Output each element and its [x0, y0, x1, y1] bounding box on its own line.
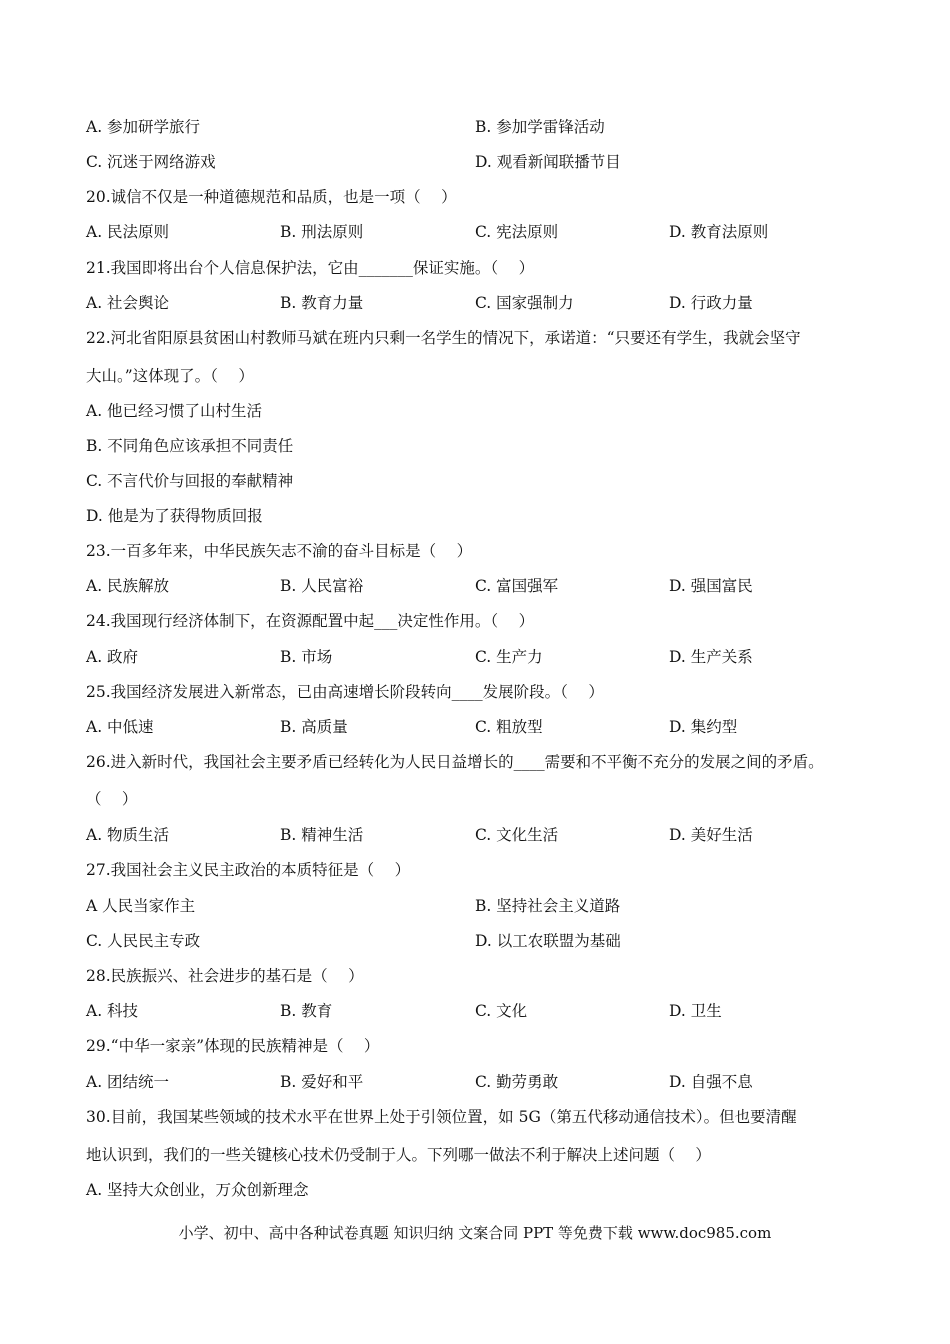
- q23-option-d: D. 强国富民: [669, 577, 753, 595]
- q21-option-c: C. 国家强制力: [475, 294, 574, 312]
- q27-option-b: B. 坚持社会主义道路: [475, 897, 621, 915]
- q20-option-a: A. 民法原则: [86, 223, 170, 241]
- q22-option-a: A. 他已经习惯了山村生活: [86, 402, 263, 420]
- q25-option-d: D. 集约型: [669, 718, 738, 736]
- q23-option-a: A. 民族解放: [86, 577, 170, 595]
- q19-option-d: D. 观看新闻联播节目: [475, 153, 621, 171]
- q25-option-b: B. 高质量: [280, 718, 348, 736]
- q23-stem: 23.一百多年来，中华民族矢志不渝的奋斗目标是（ ）: [86, 542, 473, 560]
- q19-option-b: B. 参加学雷锋活动: [475, 118, 605, 136]
- q26-option-b: B. 精神生活: [280, 826, 364, 844]
- q24-option-c: C. 生产力: [475, 648, 543, 666]
- q29-stem: 29.“中华一家亲”体现的民族精神是（ ）: [86, 1037, 380, 1055]
- q20-option-b: B. 刑法原则: [280, 223, 364, 241]
- q28-option-c: C. 文化: [475, 1002, 528, 1020]
- q26-option-d: D. 美好生活: [669, 826, 753, 844]
- q29-option-c: C. 勤劳勇敢: [475, 1073, 559, 1091]
- q25-stem: 25.我国经济发展进入新常态，已由高速增长阶段转向____发展阶段。（ ）: [86, 683, 604, 701]
- q24-option-a: A. 政府: [86, 648, 139, 666]
- q30-stem-line2: 地认识到，我们的一些关键核心技术仍受制于人。下列哪一做法不利于解决上述问题（ ）: [86, 1146, 711, 1164]
- q28-option-b: B. 教育: [280, 1002, 333, 1020]
- q24-option-d: D. 生产关系: [669, 648, 753, 666]
- q29-option-a: A. 团结统一: [86, 1073, 170, 1091]
- q26-stem-line1: 26.进入新时代，我国社会主要矛盾已经转化为人民日益增长的____需要和不平衡不充分的发展之间的矛盾。: [86, 753, 824, 771]
- q28-option-a: A. 科技: [86, 1002, 139, 1020]
- q30-option-a: A. 坚持大众创业，万众创新理念: [86, 1181, 309, 1199]
- page-footer: 小学、初中、高中各种试卷真题 知识归纳 文案合同 PPT 等免费下载 www.doc985.com: [178, 1224, 772, 1242]
- q22-option-d: D. 他是为了获得物质回报: [86, 507, 263, 525]
- q19-option-c: C. 沉迷于网络游戏: [86, 153, 216, 171]
- q21-option-b: B. 教育力量: [280, 294, 364, 312]
- q23-option-c: C. 富国强军: [475, 577, 559, 595]
- q20-option-d: D. 教育法原则: [669, 223, 769, 241]
- q29-option-b: B. 爱好和平: [280, 1073, 364, 1091]
- q27-stem: 27.我国社会主义民主政治的本质特征是（ ）: [86, 861, 411, 879]
- q22-stem-line1: 22.河北省阳原县贫困山村教师马斌在班内只剩一名学生的情况下，承诺道：“只要还有学生，我就会坚守: [86, 329, 801, 347]
- q22-stem-line2: 大山。”这体现了。（ ）: [86, 367, 254, 385]
- q27-option-a: A 人民当家作主: [86, 897, 196, 915]
- q25-option-c: C. 粗放型: [475, 718, 543, 736]
- q26-option-c: C. 文化生活: [475, 826, 559, 844]
- q26-option-a: A. 物质生活: [86, 826, 170, 844]
- q21-option-a: A. 社会舆论: [86, 294, 170, 312]
- q24-stem: 24.我国现行经济体制下，在资源配置中起___决定性作用。（ ）: [86, 612, 535, 630]
- q20-option-c: C. 宪法原则: [475, 223, 559, 241]
- q28-stem: 28.民族振兴、社会进步的基石是（ ）: [86, 967, 364, 985]
- q22-option-b: B. 不同角色应该承担不同责任: [86, 437, 294, 455]
- q24-option-b: B. 市场: [280, 648, 333, 666]
- q28-option-d: D. 卫生: [669, 1002, 722, 1020]
- q29-option-d: D. 自强不息: [669, 1073, 753, 1091]
- q21-stem: 21.我国即将出台个人信息保护法，它由_______保证实施。（ ）: [86, 259, 535, 277]
- q30-stem-line1: 30.目前，我国某些领域的技术水平在世界上处于引领位置，如 5G（第五代移动通信技术）。但也要清醒: [86, 1108, 797, 1126]
- q19-option-a: A. 参加研学旅行: [86, 118, 201, 136]
- q25-option-a: A. 中低速: [86, 718, 154, 736]
- q22-option-c: C. 不言代价与回报的奉献精神: [86, 472, 294, 490]
- q27-option-c: C. 人民民主专政: [86, 932, 201, 950]
- q21-option-d: D. 行政力量: [669, 294, 753, 312]
- q23-option-b: B. 人民富裕: [280, 577, 364, 595]
- q26-stem-line2: （ ）: [86, 790, 138, 808]
- q27-option-d: D. 以工农联盟为基础: [475, 932, 621, 950]
- q20-stem: 20.诚信不仅是一种道德规范和品质，也是一项（ ）: [86, 188, 457, 206]
